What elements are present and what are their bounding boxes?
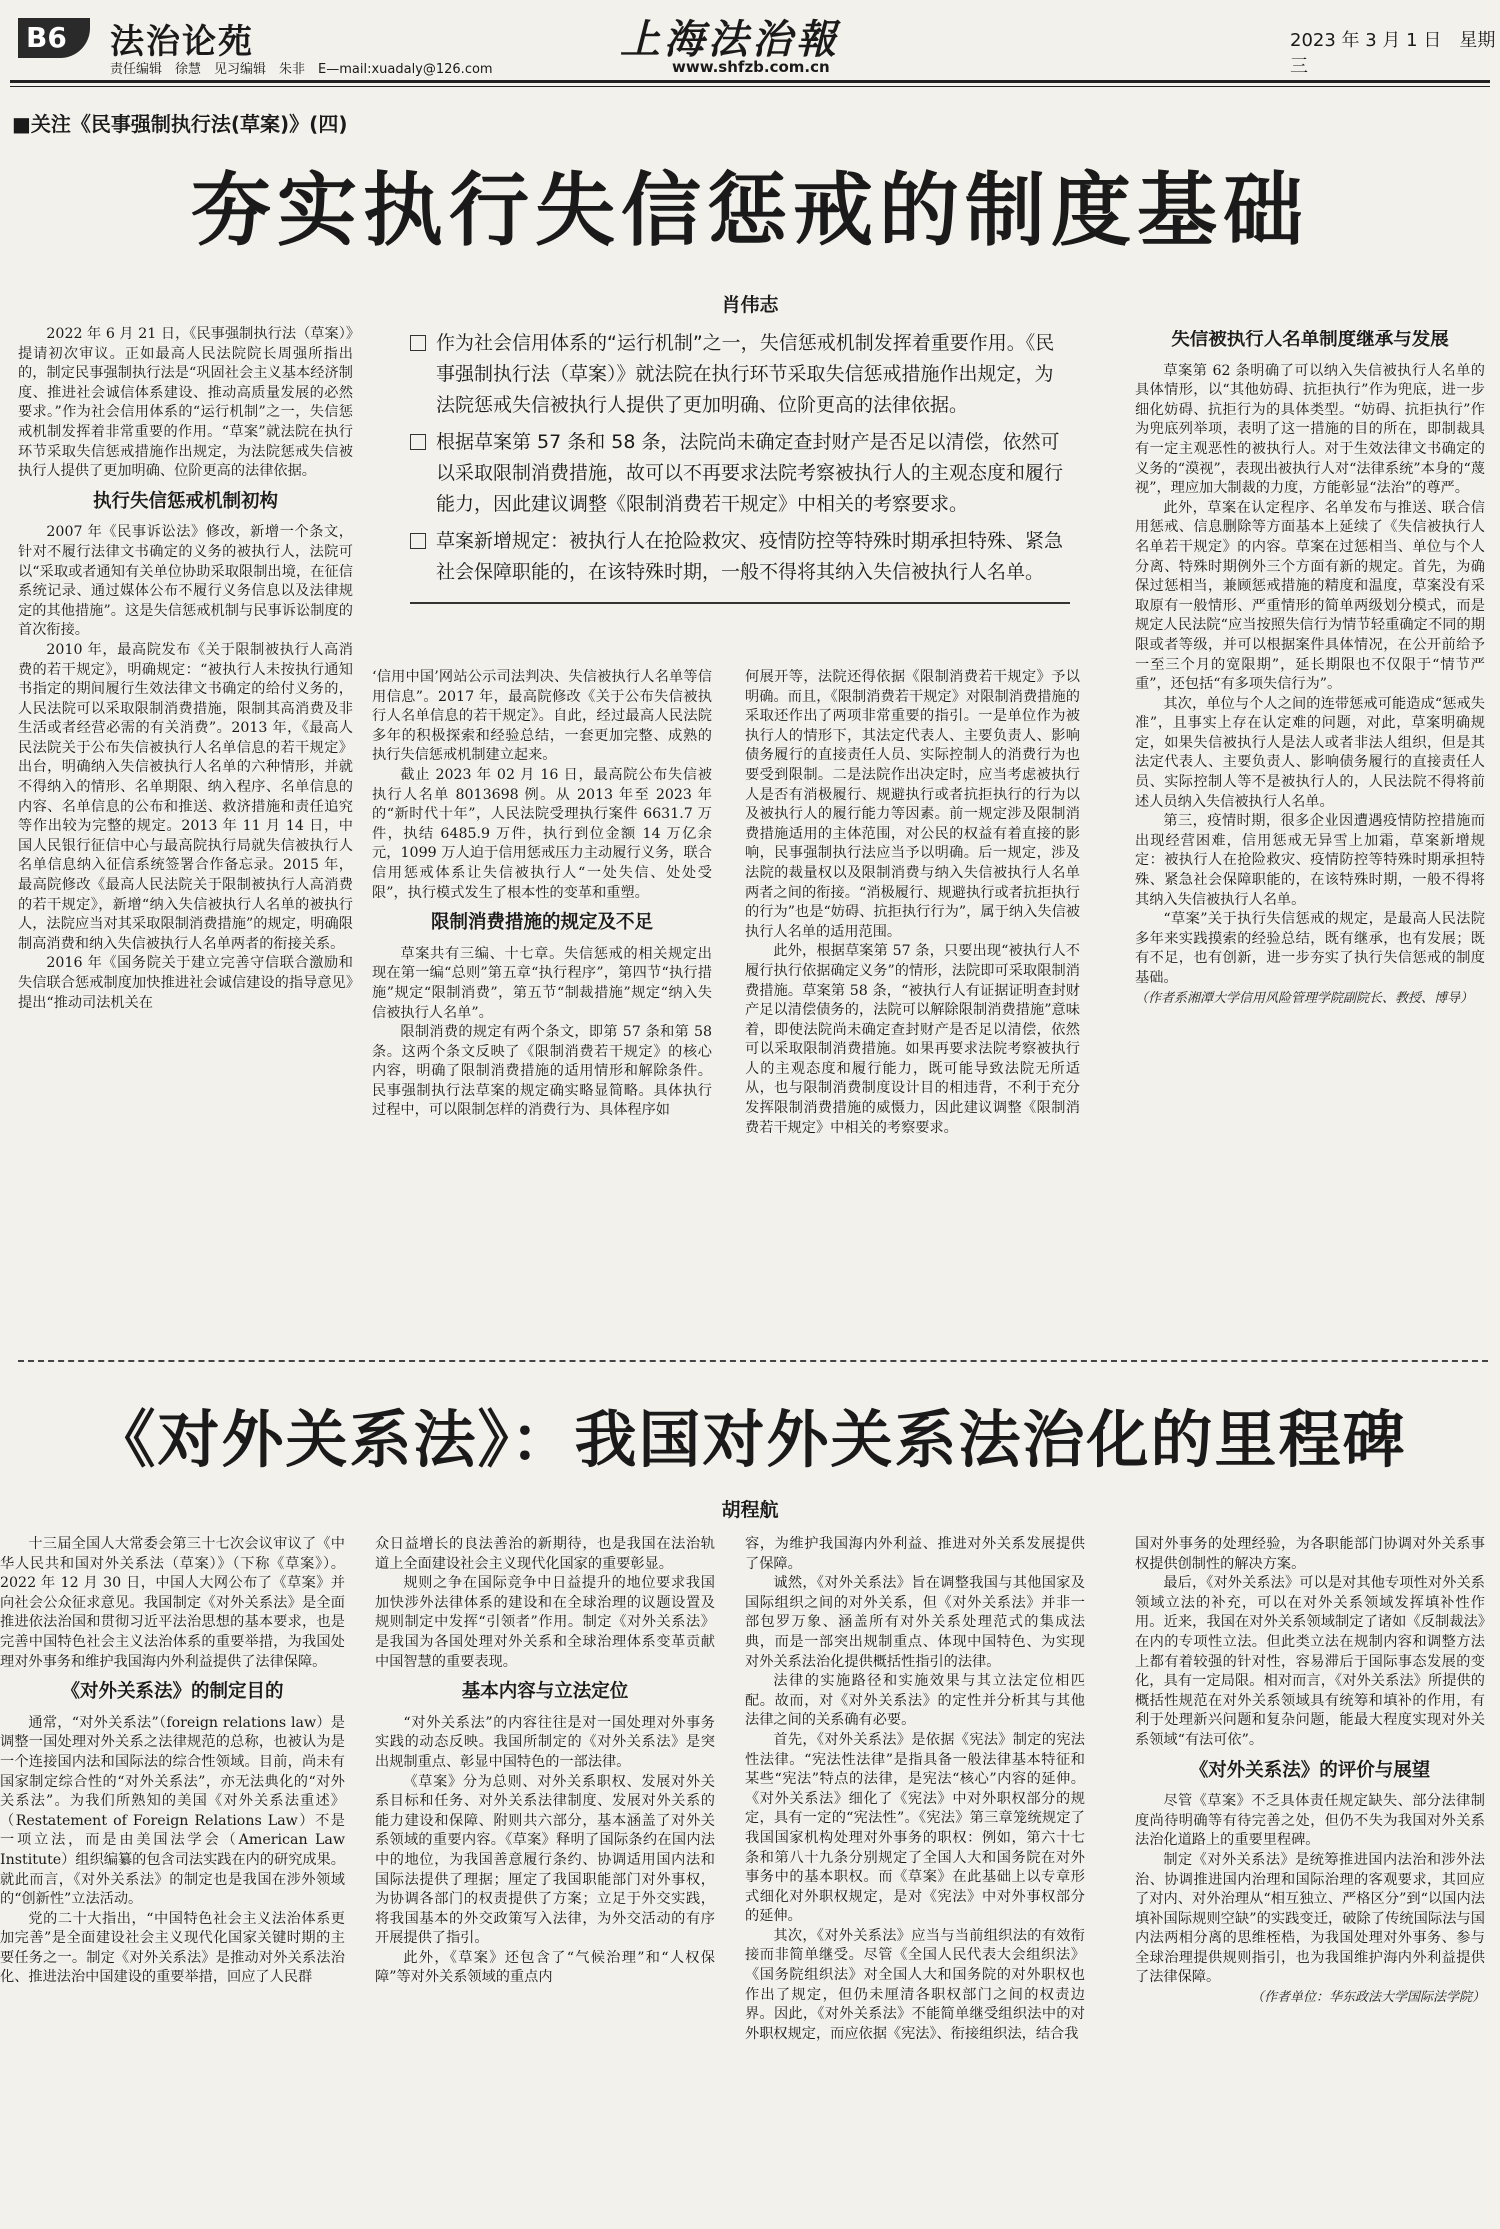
article2-column-1 [0, 1535, 345, 2225]
paragraph: 2022 年 6 月 21 日，《民事强制执行法（草案）》提请初次审议。正如最高人民法院院长周强所指出的，制定民事强制执行法是“巩固社会主义基本经济制度、推进社会诚信体系建设、推动高质量发展的必然要求。”作为社会信用体系的“运行机制”之一，失信惩戒机制发挥着非常重要的作用。“草案”就法院在执行环节采取失信惩戒措施作出规定，为法院惩戒失信被执行人提供了更加明确、位阶更高的法律依据。 [18, 326, 353, 480]
article2-column-4 [1135, 1535, 1485, 2225]
paragraph: 此外，根据草案第 57 条，只要出现“被执行人不履行执行依据确定义务”的情形，法院即可采取限制消费措施。草案第 58 条，“被执行人有证据证明查封财产足以清偿债务的，法院可以解除限制消费措施”意味着，即使法院尚未确定查封财产是否足以清偿，依然可以采取限制消费措施。如果再要求法院考察被执行人的主观态度和履行能力，既可能导致法院无所适从，也与限制消费制度设计目的相违背，不利于充分发挥限制消费措施的威慑力，因此建议调整《限制消费若干规定》中相关的考察要求。 [745, 943, 1080, 1136]
page-number-badge: B6 [18, 18, 90, 58]
masthead-rule-thin [10, 86, 1490, 87]
article-divider [18, 1360, 1488, 1362]
paragraph: 最后，《对外关系法》可以是对其他专项性对外关系领域立法的补充，可以在对外关系领域发挥填补性作用。近来，我国在对外关系领域制定了诸如《反制裁法》在内的专项性立法。但此类立法在规制内容和调整方法上都有着较强的针对性，容易滞后于国际事态发展的变化，具有一定局限。相对而言，《对外关系法》所提供的概括性规范在对外关系领域具有统筹和填补的作用，有利于处理新兴问题和复杂问题，能最大程度实现对外关系领域“有法可依”。 [1135, 1575, 1485, 1748]
summary-point: 草案新增规定：被执行人在抢险救灾、疫情防控等特殊时期承担特殊、紧急社会保障职能的，在该特殊时期，一般不得将其纳入失信被执行人名单。 [410, 526, 1070, 588]
newspaper-logo: 上海法治報 [620, 16, 840, 63]
paragraph: 通常，“对外关系法”（foreign relations law）是调整一国处理对外关系之法律规范的总称，也被认为是一个连接国内法和国际法的综合性领域。目前，尚未有国家制定综合性的“对外关系法”，亦无法典化的“对外关系法”。为我们所熟知的美国《对外关系法重述》（Restatement of Foreign Relations Law）不是一项立法，而是由美国法学会（American Law Institute）组织编纂的包含司法实践在内的研究成果。就此而言，《对外关系法》的制定也是我国在涉外领域的“创新性”立法活动。 [0, 1714, 345, 1908]
masthead-rule [10, 80, 1490, 83]
paragraph: 2010 年，最高院发布《关于限制被执行人高消费的若干规定》，明确规定：“被执行人未按执行通知书指定的期间履行生效法律文书确定的给付义务的，人民法院可以采取限制消费措施，限制其高消费及非生活或者经营必需的有关消费”。2013 年，《最高人民法院关于公布失信被执行人名单信息的若干规定》出台，明确纳入失信被执行人名单的六种情形，并就不得纳入的情形、名单期限、纳入程序、名单信息的内容、名单信息的公布和推送、救济措施和责任追究等作出较为完整的规定。2013 年 11 月 14 日，中国人民银行征信中心与最高院执行局就失信被执行人名单信息纳入征信系统签署合作备忘录。2015 年，最高院修改《最高人民法院关于限制被执行人高消费的若干规定》，新增“纳入失信被执行人名单的被执行人，法院应当对其采取限制消费措施”的规定，明确限制高消费和纳入失信被执行人名单两者的衔接关系。 [18, 641, 353, 952]
paragraph: 尽管《草案》不乏具体责任规定缺失、部分法律制度尚待明确等有待完善之处，但仍不失为我国对外关系法治化道路上的重要里程碑。 [1135, 1793, 1485, 1849]
checkbox-square-icon [410, 434, 426, 450]
paragraph: 2007 年《民事诉讼法》修改，新增一个条文，针对不履行法律文书确定的义务的被执行人，法院可以“采取或者通知有关单位协助采取限制出境，在征信系统记录、通过媒体公布不履行义务信息以及法律规定的其他措施”。这是失信惩戒机制与民事诉讼制度的首次衔接。 [18, 524, 353, 639]
subheading: 执行失信惩戒机制初构 [92, 490, 278, 512]
paragraph: “草案”关于执行失信惩戒的规定，是最高人民法院多年来实践摸索的经验总结，既有继承，也有发展；既有不足，也有创新，进一步夯实了执行失信惩戒的制度基础。 [1135, 911, 1485, 986]
article2-byline: 胡程航 [721, 1499, 779, 1521]
article1-column-1 [18, 325, 353, 1345]
subheading: 《对外关系法》的评价与展望 [1189, 1759, 1431, 1781]
column-kicker: ■关注《民事强制执行法(草案)》(四) [12, 112, 348, 136]
author-note: （作者单位：华东政法大学国际法学院） [1250, 1990, 1485, 2006]
paragraph: 限制消费的规定有两个条文，即第 57 条和第 58 条。这两个条文反映了《限制消费若干规定》的核心内容，明确了限制消费措施的适用情形和解除条件。民事强制执行法草案的规定确实略显简略。具体执行过程中，可以限制怎样的消费行为、具体程序如 [372, 1024, 712, 1119]
subheading: 失信被执行人名单制度继承与发展 [1171, 330, 1449, 350]
subheading: 基本内容与立法定位 [461, 1681, 629, 1703]
editors-line: 责任编辑 徐慧 见习编辑 朱非 E—mail:xuadaly@126.com [110, 62, 493, 77]
subheading: 限制消费措施的规定及不足 [430, 912, 653, 934]
paragraph: 草案第 62 条明确了可以纳入失信被执行人名单的具体情形，以“其他妨碍、抗拒执行”作为兜底，进一步细化妨碍、抗拒行为的具体类型。“妨碍、抗拒执行”作为兜底列举项，表明了这一措施的目的所在，即制裁具有一定主观恶性的被执行人。对于生效法律文书确定的义务的“漠视”，表现出被执行人对“法律系统”本身的“蔑视”，理应加大制裁的力度，方能彰显“法治”的尊严。 [1135, 362, 1485, 497]
checkbox-square-icon [410, 335, 426, 351]
article1-column-3 [745, 668, 1080, 1345]
paragraph: ‘信用中国’网站公示司法判决、失信被执行人名单等信用信息”。2017 年，最高院修改《关于公布失信被执行人名单信息的若干规定》。自此，经过最高人民法院多年的积极探索和经验总结，一套更加完整、成熟的执行失信惩戒机制建立起来。 [372, 669, 712, 764]
article1-column-4 [1135, 330, 1485, 1345]
website-url: www.shfzb.com.cn [672, 58, 830, 76]
summary-point: 根据草案第 57 条和 58 条，法院尚未确定查封财产是否足以清偿，依然可以采取限制消费措施，故可以不再要求法院考察被执行人的主观态度和履行能力，因此建议调整《限制消费若干规定》中相关的考察要求。 [410, 427, 1070, 520]
paragraph: 众日益增长的良法善治的新期待，也是我国在法治轨道上全面建设社会主义现代化国家的重要彰显。 [375, 1536, 715, 1572]
paragraph: 法律的实施路径和实施效果与其立法定位相匹配。故而，对《对外关系法》的定性并分析其与其他法律之间的关系确有必要。 [745, 1673, 1085, 1729]
article2-column-2 [375, 1535, 715, 2225]
article1-headline: 夯实执行失信惩戒的制度基础 [191, 164, 1309, 257]
paragraph: 其次，单位与个人之间的连带惩戒可能造成“惩戒失准”，且事实上存在认定难的问题，对此，草案明确规定，如果失信被执行人是法人或者非法人组织，但是其法定代表人、主要负责人、影响债务履行的直接责任人员、实际控制人等不是被执行人的，人民法院不得将前述人员纳入失信被执行人名单。 [1135, 695, 1485, 810]
article2-column-3 [745, 1535, 1085, 2225]
paragraph: 首先，《对外关系法》是依据《宪法》制定的宪法性法律。“宪法性法律”是指具备一般法律基本特征和某些“宪法”特点的法律，是宪法“核心”内容的延伸。《对外关系法》细化了《宪法》中对外职权部分的规定，具有一定的“宪法性”。《宪法》第三章笼统规定了我国国家机构处理对外事务的职权：例如，第六十七条和第八十九条分别规定了全国人大和国务院在对外事务中的基本职权。而《草案》在此基础上以专章形式细化对外职权规定，是对《宪法》中对外事权部分的延伸。 [745, 1731, 1085, 1925]
subheading: 《对外关系法》的制定目的 [61, 1681, 284, 1703]
paragraph: 十三届全国人大常委会第三十七次会议审议了《中华人民共和国对外关系法（草案）》（下称《草案》）。2022 年 12 月 30 日，中国人大网公布了《草案》并向社会公众征求意见。我国制定《对外关系法》是全面推进依法治国和贯彻习近平法治思想的基本要求，也是完善中国特色社会主义法治体系的重要举措，为我国处理对外事务和维护我国海内外利益提供了法律保障。 [0, 1536, 345, 1670]
article2-headline: 《对外关系法》：我国对外关系法治化的里程碑 [93, 1403, 1407, 1476]
paragraph: 此外，《草案》还包含了“气候治理”和“人权保障”等对外关系领域的重点内 [375, 1949, 715, 1986]
paragraph: 草案共有三编、十七章。失信惩戒的相关规定出现在第一编“总则”第五章“执行程序”，第四节“执行措施”规定“限制消费”，第五节“制裁措施”规定“纳入失信被执行人名单”。 [372, 945, 712, 1021]
author-note: （作者系湘潭大学信用风险管理学院副院长、教授、博导） [1135, 990, 1474, 1006]
paragraph: 第三，疫情时期，很多企业因遭遇疫情防控措施而出现经营困难，信用惩戒无异雪上加霜，草案新增规定：被执行人在抢险救灾、疫情防控等特殊时期承担特殊、紧急社会保障职能的，在该特殊时期，一般不得将其纳入失信被执行人名单。 [1135, 813, 1485, 908]
paragraph: 容，为维护我国海内外利益、推进对外关系发展提供了保障。 [745, 1536, 1085, 1572]
checkbox-square-icon [410, 533, 426, 549]
paragraph: 规则之争在国际竞争中日益提升的地位要求我国加快涉外法律体系的建设和在全球治理的议题设置及规则制定中发挥“引领者”作用。制定《对外关系法》是我国为各国处理对外关系和全球治理体系变革贡献中国智慧的重要表现。 [375, 1575, 715, 1670]
paragraph: 诚然，《对外关系法》旨在调整我国与其他国家及国际组织之间的对外关系，但《对外关系法》并非一部包罗万象、涵盖所有对外关系处理范式的集成法典，而是一部突出规制重点、体现中国特色、为实现对外关系法治化提供概括性指引的法律。 [745, 1575, 1085, 1670]
paragraph: 此外，草案在认定程序、名单发布与推送、联合信用惩戒、信息删除等方面基本上延续了《失信被执行人名单若干规定》的内容。草案在过惩相当、单位与个人分离、特殊时期例外三个方面有新的规定。首先，为确保过惩相当，兼顾惩戒措施的精度和温度，草案没有采取原有一般情形、严重情形的简单两级划分模式，而是规定人民法院“应当按照失信行为情节轻重确定不同的期限或者等级，并可以根据案件具体情况，在公开前给予一至三个月的宽限期”，延长期限也不仅限于“情节严重”，还包括“有多项失信行为”。 [1135, 499, 1485, 693]
paragraph: 2016 年《国务院关于建立完善守信联合激励和失信联合惩戒制度加快推进社会诚信建设的指导意见》提出“推动司法机关在 [18, 955, 353, 1011]
summary-box [410, 328, 1070, 604]
paragraph: 国对外事务的处理经验，为各职能部门协调对外关系事权提供创制性的解决方案。 [1135, 1536, 1485, 1572]
paragraph: 其次，《对外关系法》应当与当前组织法的有效衔接而非简单继受。尽管《全国人民代表大会组织法》《国务院组织法》对全国人大和国务院的对外职权也作出了规定，但仍未厘清各职权部门之间的权责边界。因此，《对外关系法》不能简单继受组织法中的对外职权规定，而应依据《宪法》、衔接组织法，结合我 [745, 1927, 1085, 2042]
paragraph: 制定《对外关系法》是统筹推进国内法治和涉外法治、协调推进国内治理和国际治理的客观要求，其回应了对内、对外治理从“相互独立、严格区分”到“以国内法填补国际规则空缺”的实践变迁，破除了传统国际法与国内法两相分离的思维桎梏，为我国处理对外事务、参与全球治理提供规则指引，也为我国维护海内外利益提供了法律保障。 [1135, 1851, 1485, 1986]
paragraph: 何展开等，法院还得依据《限制消费若干规定》予以明确。而且，《限制消费若干规定》对限制消费措施的采取还作出了两项非常重要的指引。一是单位作为被执行人的情形下，其法定代表人、主要负责人、影响债务履行的直接责任人员、实际控制人的消费行为也要受到限制。二是法院作出决定时，应当考虑被执行人是否有消极履行、规避执行或者抗拒执行的行为以及被执行人的履行能力等因素。前一规定涉及限制消费措施适用的主体范围，对公民的权益有着直接的影响，民事强制执行法应当予以明确。后一规定，涉及法院的裁量权以及限制消费与纳入失信被执行人名单两者之间的衔接。“消极履行、规避执行或者抗拒执行的行为”也是“妨碍、抗拒执行行为”，属于纳入失信被执行人名单的适用范围。 [745, 669, 1080, 940]
section-title: 法治论苑 [110, 22, 254, 62]
article1-column-2 [372, 668, 712, 1345]
summary-point: 作为社会信用体系的“运行机制”之一，失信惩戒机制发挥着重要作用。《民事强制执行法（草案）》就法院在执行环节采取失信惩戒措施作出规定，为法院惩戒失信被执行人提供了更加明确、位阶更高的法律依据。 [410, 328, 1070, 421]
paragraph: 《草案》分为总则、对外关系职权、发展对外关系目标和任务、对外关系法律制度、发展对外关系的能力建设和保障、附则共六部分，基本涵盖了对外关系领域的重要内容。《草案》释明了国际条约在国内法中的地位，为我国善意履行条约、协调适用国内法和国际法提供了理据；厘定了我国职能部门对外事权，为协调各部门的权责提供了方案；立足于外交实践，将我国基本的外交政策写入法律，为外交活动的有序开展提供了指引。 [375, 1773, 715, 1947]
paragraph: “对外关系法”的内容往往是对一国处理对外事务实践的动态反映。我国所制定的《对外关系法》是突出规制重点、彰显中国特色的一部法律。 [375, 1714, 715, 1770]
issue-date: 2023 年 3 月 1 日 星期三 [1290, 30, 1496, 77]
paragraph: 截止 2023 年 02 月 16 日，最高院公布失信被执行人名单 8013698 例。从 2013 年至 2023 年的“新时代十年”，人民法院受理执行案件 6631.7 万件，执结 6485.9 万件，执行到位金额 14 万亿余元，1099 万人迫于信用惩戒压力主动履行义务，联合信用惩戒体系让失信被执行人“一处失信、处处受限”，执行模式发生了根本性的变革和重塑。 [372, 766, 712, 901]
article1-byline: 肖伟志 [721, 294, 779, 316]
paragraph: 党的二十大指出，“中国特色社会主义法治体系更加完善”是全面建设社会主义现代化国家关键时期的主要任务之一。制定《对外关系法》是推动对外关系法治化、推进法治中国建设的重要举措，回应了人民群 [0, 1910, 345, 1986]
